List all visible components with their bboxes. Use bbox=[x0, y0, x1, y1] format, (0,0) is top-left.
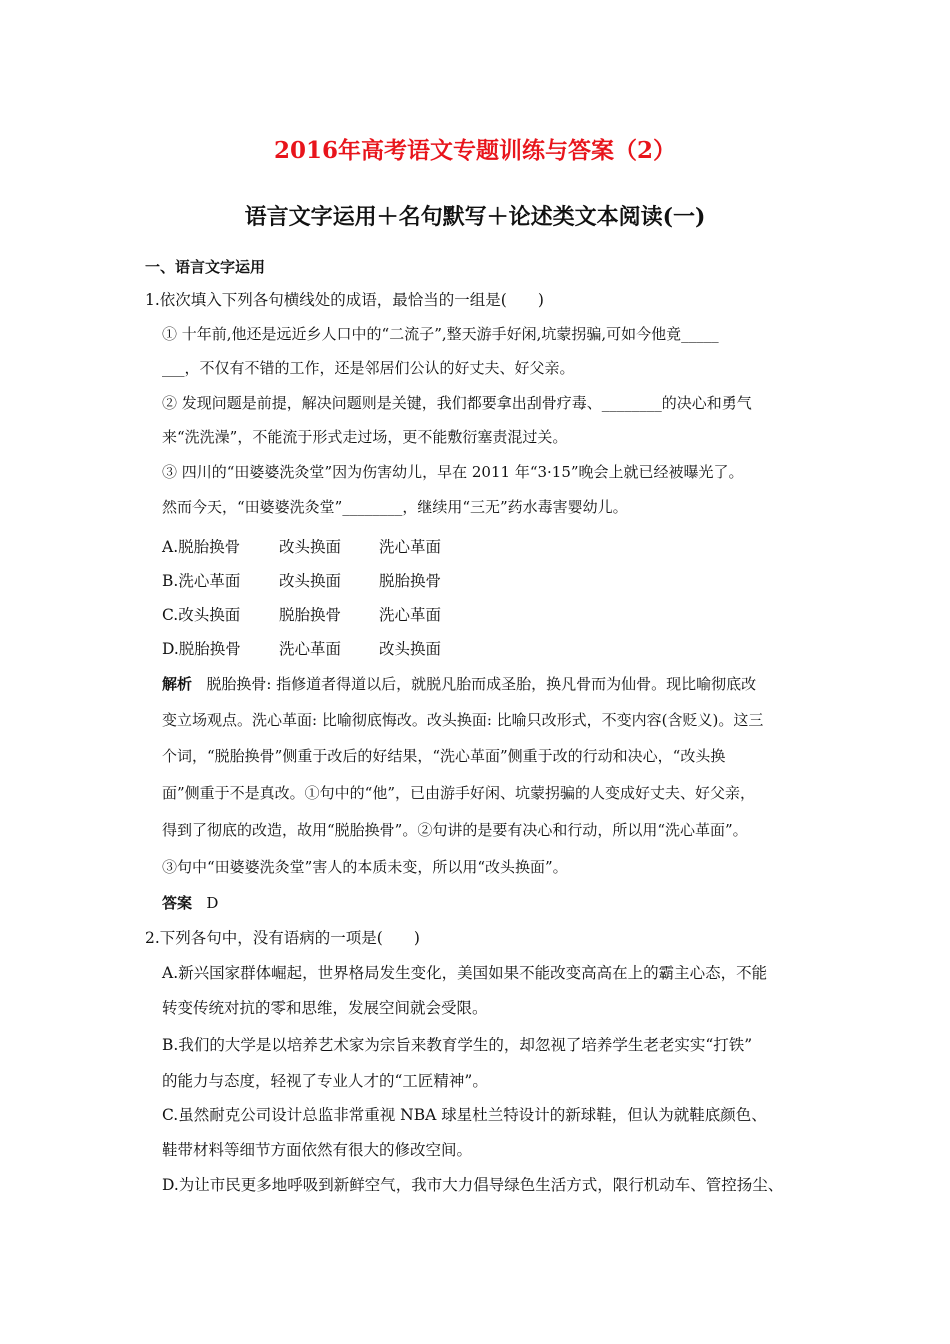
q1-sentence-3-line-1: ③ 四川的“田婆婆洗灸堂”因为伤害幼儿，早在 2011 年“3·15”晚会上就已经被曝光了。 bbox=[162, 463, 744, 481]
q1-sentence-1-line-1: ① 十年前,他还是远近乡人口中的“二流子”,整天游手好闲,坑蒙拐骗,可如今他竟_____ bbox=[162, 325, 719, 343]
q1-sentence-2-line-1: ② 发现问题是前提，解决问题则是关键，我们都要拿出刮骨疗毒、________的决心和勇气 bbox=[162, 394, 752, 412]
option-text: 改头换面 bbox=[279, 538, 342, 556]
q1-option-c bbox=[162, 603, 441, 625]
section-heading: 一、语言文字运用 bbox=[145, 258, 266, 276]
option-text: C.改头换面 bbox=[162, 606, 241, 624]
q2-line-4: 的能力与态度，轻视了专业人才的“工匠精神”。 bbox=[162, 1072, 488, 1090]
q1-option-a bbox=[162, 535, 441, 557]
option-text: 洗心革面 bbox=[379, 606, 442, 624]
option-text: 洗心革面 bbox=[379, 538, 442, 556]
q1-option-d bbox=[162, 637, 441, 659]
q2-line-6: 鞋带材料等细节方面依然有很大的修改空间。 bbox=[162, 1141, 473, 1159]
option-text: 洗心革面 bbox=[279, 640, 342, 658]
q1-sentence-2-line-2: 来“洗洗澡”，不能流于形式走过场，更不能敷衍塞责混过关。 bbox=[162, 428, 568, 446]
q1-sentence-3-line-2: 然而今天，“田婆婆洗灸堂”________，继续用“三无”药水毒害婴幼儿。 bbox=[162, 498, 628, 516]
option-text: 脱胎换骨 bbox=[279, 606, 342, 624]
q1-analysis-line-2: 变立场观点。洗心革面: 比喻彻底悔改。改头换面: 比喻只改形式，不变内容(含贬义)。这三 bbox=[162, 711, 764, 729]
option-text: B.洗心革面 bbox=[162, 572, 241, 590]
q2-line-3: B.我们的大学是以培养艺术家为宗旨来教育学生的，却忽视了培养学生老老实实“打铁” bbox=[162, 1036, 753, 1054]
question-2-stem: 2.下列各句中，没有语病的一项是( ) bbox=[145, 929, 420, 947]
option-text: 改头换面 bbox=[279, 572, 342, 590]
q2-line-2: 转变传统对抗的零和思维，发展空间就会受限。 bbox=[162, 999, 488, 1017]
analysis-text: 脱胎换骨: 指修道者得道以后，就脱凡胎而成圣胎，换凡骨而为仙骨。现比喻彻底改 bbox=[206, 675, 757, 693]
q1-analysis-line-4: 面”侧重于不是真改。①句中的“他”，已由游手好闲、坑蒙拐骗的人变成好丈夫、好父亲， bbox=[162, 784, 756, 802]
q1-answer bbox=[162, 892, 218, 913]
answer-value: D bbox=[206, 894, 219, 912]
option-text: D.脱胎换骨 bbox=[162, 640, 241, 658]
q1-analysis-line-6: ③句中“田婆婆洗灸堂”害人的本质未变，所以用“改头换面”。 bbox=[162, 858, 568, 876]
option-text: 脱胎换骨 bbox=[379, 572, 442, 590]
document-subtitle: 语言文字运用＋名句默写＋论述类文本阅读(一) bbox=[244, 204, 706, 230]
question-1-stem: 1.依次填入下列各句横线处的成语，最恰当的一组是( ) bbox=[145, 291, 544, 309]
answer-label: 答案 bbox=[162, 894, 193, 912]
q1-sentence-1-line-2: ___，不仅有不错的工作，还是邻居们公认的好丈夫、好父亲。 bbox=[162, 359, 575, 377]
q2-line-1: A.新兴国家群体崛起，世界格局发生变化，美国如果不能改变高高在上的霸主心态，不能 bbox=[162, 964, 768, 982]
option-text: 改头换面 bbox=[379, 640, 442, 658]
q1-analysis-line-5: 得到了彻底的改造，故用“脱胎换骨”。②句讲的是要有决心和行动，所以用“洗心革面”。 bbox=[162, 821, 748, 839]
q2-line-5: C.虽然耐克公司设计总监非常重视 NBA 球星杜兰特设计的新球鞋，但认为就鞋底颜色、 bbox=[162, 1106, 767, 1124]
document-title: 2016年高考语文专题训练与答案（2） bbox=[273, 137, 677, 164]
q1-analysis-line-3: 个词，“脱胎换骨”侧重于改后的好结果，“洗心革面”侧重于改的行动和决心，“改头换 bbox=[162, 747, 726, 765]
q1-option-b bbox=[162, 569, 441, 591]
option-text: A.脱胎换骨 bbox=[162, 538, 241, 556]
q1-analysis-line-1 bbox=[162, 673, 756, 694]
q2-line-7: D.为让市民更多地呼吸到新鲜空气，我市大力倡导绿色生活方式，限行机动车、管控扬尘、 bbox=[162, 1176, 784, 1194]
analysis-label: 解析 bbox=[162, 675, 193, 693]
